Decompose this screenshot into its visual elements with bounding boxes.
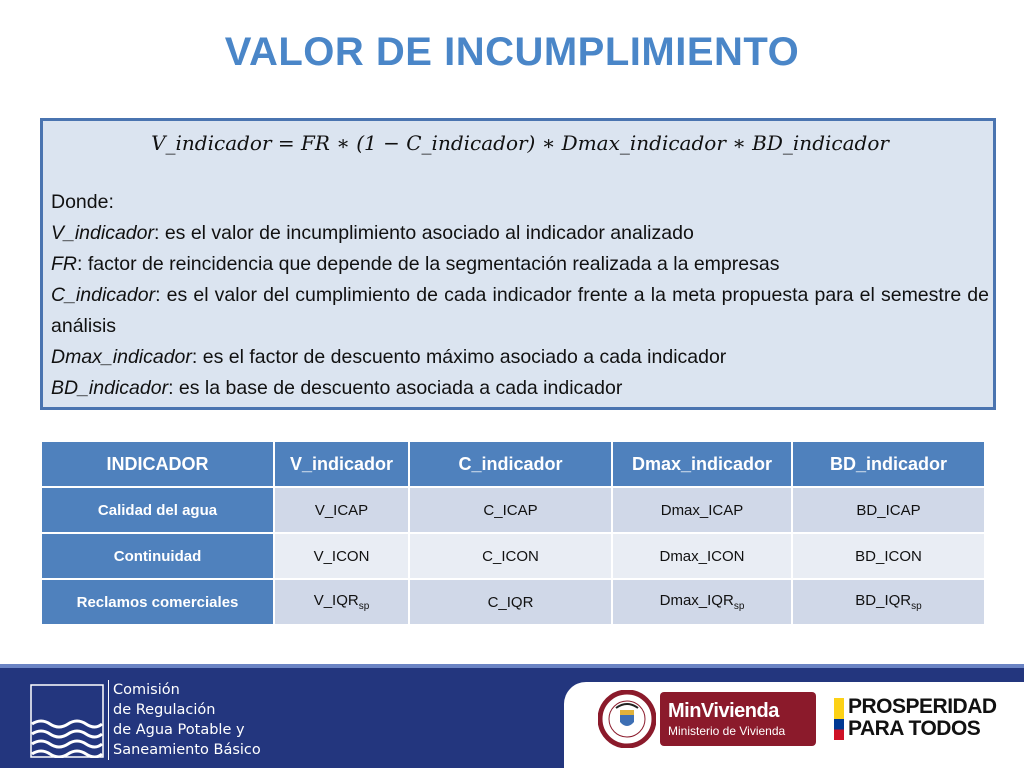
commission-line: de Regulación (113, 702, 216, 718)
table-row (41, 533, 985, 579)
commission-line: de Agua Potable y (113, 722, 245, 738)
definition-text: : es el valor del cumplimiento de cada indicador frente a la meta propuesta para el semestre de análisis (51, 284, 989, 337)
subscript: sp (911, 601, 922, 612)
cra-water-logo-icon (30, 684, 104, 758)
definition-text: : es el factor de descuento máximo asociado a cada indicador (191, 346, 727, 368)
commission-line: Comisión (113, 682, 180, 698)
commission-name (108, 680, 261, 760)
slide-title: VALOR DE INCUMPLIMIENTO (224, 30, 800, 74)
definition-text: : es el valor de incumplimiento asociado al indicador analizado (153, 222, 694, 244)
ministry-subtitle: Ministerio de Vivienda (668, 724, 786, 738)
table-cell: BD_ICON (792, 533, 985, 579)
definition-term: V_indicador (51, 222, 154, 244)
table-header-row (41, 441, 985, 487)
subscript: sp (733, 601, 745, 612)
definition-item (51, 373, 989, 404)
table-cell: C_ICON (409, 533, 612, 579)
subscript: sp (358, 601, 370, 612)
definition-box (40, 118, 996, 410)
definition-text: : factor de reincidencia que depende de la segmentación realizada a la empresas (77, 253, 780, 275)
definition-term: BD_indicador (51, 377, 169, 399)
table-cell: V_ICAP (274, 487, 409, 533)
definition-item (51, 342, 989, 373)
definition-item (51, 249, 989, 280)
prosperidad-slogan (848, 696, 997, 740)
definition-item (51, 280, 989, 342)
commission-line: Saneamiento Básico (113, 742, 261, 758)
table-row (41, 487, 985, 533)
table-cell: Dmax_ICAP (612, 487, 792, 533)
header-dmax-indicador: Dmax_indicador (612, 441, 792, 487)
colombia-seal-icon (598, 690, 656, 748)
colombia-flag-icon (834, 698, 844, 740)
slogan-line: PARA TODOS (848, 717, 981, 740)
minvivienda-logo (660, 692, 816, 746)
table-cell: V_ICON (274, 533, 409, 579)
slogan-line: PROSPERIDAD (848, 695, 997, 718)
row-label: Continuidad (41, 533, 274, 579)
cell-text: Dmax_IQR (659, 592, 734, 609)
table-cell: C_IQR (409, 579, 612, 625)
row-label: Calidad del agua (41, 487, 274, 533)
table-cell: Dmax_ICON (612, 533, 792, 579)
definition-term: Dmax_indicador (51, 346, 192, 368)
cell-text: V_IQR (313, 592, 359, 609)
table-cell (612, 579, 792, 625)
table-cell: BD_ICAP (792, 487, 985, 533)
table-row (41, 579, 985, 625)
definition-text: : es la base de descuento asociada a cada indicador (168, 377, 623, 399)
cell-text: BD_IQR (855, 592, 912, 609)
indicator-table (40, 440, 986, 626)
definitions-list (51, 187, 989, 404)
header-bd-indicador: BD_indicador (792, 441, 985, 487)
definition-term: C_indicador (51, 284, 156, 306)
header-indicador: INDICADOR (41, 441, 274, 487)
table-cell (274, 579, 409, 625)
definition-term: FR (51, 253, 77, 275)
table-cell (792, 579, 985, 625)
header-v-indicador: V_indicador (274, 441, 409, 487)
definitions-intro: Donde: (51, 191, 114, 213)
formula: V_indicador = FR ∗ (1 − C_indicador) ∗ Dmax_indicador ∗ BD_indicador (151, 131, 889, 155)
definition-item (51, 218, 989, 249)
ministry-name: MinVivienda (668, 700, 779, 722)
table-cell: C_ICAP (409, 487, 612, 533)
header-c-indicador: C_indicador (409, 441, 612, 487)
row-label: Reclamos comerciales (41, 579, 274, 625)
